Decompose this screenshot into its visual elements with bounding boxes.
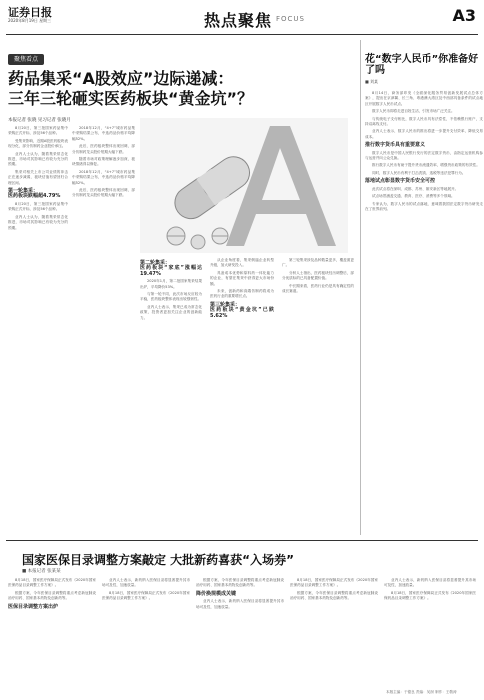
paragraph: 数字人民币即将走进百姓生活，引发市场广泛关注。 — [372, 109, 455, 114]
article-column-1 — [8, 126, 68, 531]
paragraph: 8月18日，国家医疗保障局正式发布《2020年国家医保药品目录调整工作方案》。 — [8, 578, 96, 588]
bottom-subheading-2: 降价换规模成关键 — [196, 590, 237, 597]
right-column-body — [365, 91, 483, 212]
paragraph: 推行数字人民币有助于提升货币流通效率，增强货币政策的有效性。 — [372, 163, 480, 168]
capsule-and-pills-icon — [140, 118, 348, 253]
bottom-column-2 — [102, 578, 190, 686]
paragraph: 8月18日，国家医疗保障局正式发布《2020年国家医保药品目录调整工作方案》。 — [384, 590, 476, 601]
main-byline: 本报记者 张晓 见习记者 张晓月 — [8, 118, 71, 123]
right-column — [360, 40, 483, 535]
section-title-en: FOCUS — [276, 15, 305, 23]
paragraph: 业内人士认为，随着集采常态化推进，市场对其影响已有较为充分的预期。 — [8, 151, 68, 167]
subheading-2 — [140, 261, 202, 277]
paragraph: 集采对相关上市公司业绩的冲击正在逐步减弱，板块估值有望回归合理区间。 — [8, 169, 68, 185]
bottom-byline: ■ 本报记者 张某某 — [22, 569, 61, 574]
subheading-1-detail: 医药板块跌幅超4.79% — [8, 193, 61, 200]
paragraph: 具备成本优势和原料药一体化能力的企业，有望在集采中获得更大市场份额。 — [210, 270, 274, 286]
masthead — [6, 4, 478, 35]
section-title: 热点聚焦 — [204, 11, 273, 30]
subheading-1 — [8, 189, 68, 200]
paragraph: 业内人士表示，数字人民币的推出将进一步提升支付效率，降低交易成本。 — [365, 129, 483, 139]
subheading-3-detail: 医药板块“黄金坑”已跌5.62% — [210, 307, 274, 319]
subheading-3 — [210, 303, 274, 319]
subheading-2-label: 第二轮集采： — [140, 260, 171, 266]
paragraph: 8月14日，商务部印发《全面深化服务贸易创新发展试点总体方案》，提出在京津冀、长三角、粤港澳大湾区及中西部具备条件的试点地区开展数字人民币试点。 — [365, 91, 483, 106]
bottom-column-1 — [8, 578, 96, 686]
right-column-title: 花“数字人民币”你准备好了吗 — [365, 54, 479, 76]
article-column-2 — [72, 126, 135, 531]
subheading-3-label: 第三轮集采： — [210, 301, 241, 308]
page-credits: 本版主编：于德良 责编：吴澍 制作：王敬涛 — [386, 690, 457, 694]
bottom-column-3 — [196, 578, 284, 686]
headline-line-1: 药品集采“A股效应”边际递减： — [8, 69, 234, 88]
paragraph: 数字人民币是中国人民银行发行的法定数字货币，由指定运营机构参与运营并向公众兑换。 — [365, 150, 483, 161]
paragraph: 此后，医药板块整体出现回调，部分仿制药龙头股价短期大幅下跌。 — [72, 144, 135, 154]
paragraph: 试点场景涵盖交通、教育、医疗、消费等多个领域。 — [372, 194, 455, 199]
paragraph: 2018年12月，“4+7”城市药品集中采购结果公布，中选药品价格平均降幅52%。 — [72, 126, 135, 141]
paragraph: 8月18日，国家医疗保障局正式发布《2020年国家医保药品目录调整工作方案》。 — [290, 578, 378, 588]
subheading-2-detail: 医药板块“家底”涨幅达19.47% — [140, 265, 202, 277]
article-column-4 — [210, 258, 274, 531]
paragraph: 受集采影响，近期A股医药板块表现分化，部分仿制药企业股价承压。 — [8, 138, 68, 149]
paragraph: 专家认为，数字人民币的试点落地，意味着我国法定数字货币研发走在了世界前列。 — [365, 201, 483, 211]
article-column-5 — [282, 258, 354, 531]
paragraph: 8月20日，第三批国家药品集中采购正式开标，涉及56个品种。 — [8, 126, 68, 136]
paragraph: 业内人士认为，随着集采常态化推进，市场对其影响已有较为充分的预期。 — [8, 214, 68, 230]
right-subheading-2: 落地试点彰显数字货币安全可控 — [365, 178, 436, 185]
paragraph: 业内人士表示，集采已成为常态化政策，投资者更加关注企业的创新能力。 — [140, 304, 202, 320]
paragraph: 根据方案，今年医保目录调整将重点考虑新冠肺炎治疗用药、国家基本药物及创新药等。 — [196, 578, 284, 588]
paragraph: 第三轮集采涉及品种数量更多，覆盖面更广。 — [282, 258, 354, 268]
paragraph: 8月18日，国家医疗保障局正式发布《2020年国家医保药品目录调整工作方案》。 — [102, 590, 190, 601]
paragraph: 分析人士指出，医药板块经历调整后，部分优质标的已具备配置价值。 — [282, 270, 354, 281]
subheading-1-label: 第一轮集采： — [8, 188, 39, 195]
section-divider — [6, 540, 478, 541]
paragraph: 业内人士表示，新药纳入医保目录将显著提升其市场可及性，加速放量。 — [102, 578, 190, 588]
paragraph: 2018年12月，“4+7”城市药品集中采购结果公布，中选药品价格平均降幅52%。 — [72, 169, 135, 185]
headline-line-2: 三年三轮砸实医药板块“黄金坑”？ — [8, 89, 254, 108]
paragraph: 未来，创新药和高端仿制药将成为医药行业的重要增长点。 — [210, 289, 274, 299]
paragraph: 从企业角度看，集采倒逼企业转型升级，加大研发投入。 — [210, 258, 274, 268]
paragraph: 与传统电子支付相比，数字人民币具有法偿性，不依赖银行账户，支持双离线支付。 — [365, 116, 483, 127]
bottom-subheading-1: 医保目录调整方案出炉 — [8, 603, 59, 610]
paragraph: 业内人士表示，新药纳入医保目录将显著提升其市场可及性，加速放量。 — [384, 578, 476, 588]
column-tag: 聚焦看点 — [8, 54, 44, 65]
dateline: 2020年8月19日 星期三 — [8, 18, 52, 23]
paragraph: 根据方案，今年医保目录调整将重点考虑新冠肺炎治疗用药、国家基本药物及创新药等。 — [8, 590, 96, 601]
paragraph: 此次试点将在深圳、成都、苏州、雄安新区等地展开。 — [372, 186, 459, 191]
right-column-byline: ■ 刘某 — [365, 79, 379, 84]
bottom-column-4 — [290, 578, 378, 686]
paragraph: 根据方案，今年医保目录调整将重点考虑新冠肺炎治疗用药、国家基本药物及创新药等。 — [290, 590, 378, 601]
bottom-headline: 国家医保目录调整方案敲定 大批新药喜获“入场券” — [22, 553, 294, 567]
paragraph: 2020年1月，第二批国家集采结果出炉，平均降价53%。 — [140, 279, 202, 289]
article-column-3 — [140, 258, 202, 531]
paragraph: 同时，数字人民币有利于打击洗钱、逃税等违法犯罪行为。 — [372, 170, 466, 175]
bottom-column-5 — [384, 578, 476, 686]
paragraph: 中长期来看，医药行业仍是具有确定性的成长赛道。 — [282, 283, 354, 294]
hero-illustration — [140, 118, 348, 253]
paragraph: 业内人士表示，新药纳入医保目录将显著提升其市场可及性，加速放量。 — [196, 599, 284, 609]
page-number: A3 — [452, 6, 476, 25]
right-subheading-1: 推行数字货币具有重要意义 — [365, 142, 426, 149]
paragraph: 8月20日，第三批国家药品集中采购正式开标，涉及56个品种。 — [8, 201, 68, 212]
paragraph: 随着市场对政策理解逐步加深，板块情绪得以修复。 — [72, 157, 135, 167]
paragraph: 此后，医药板块整体出现回调，部分仿制药龙头股价短期大幅下跌。 — [72, 188, 135, 198]
newspaper-logo: 证券日报 — [8, 6, 52, 19]
paragraph: 与第一轮不同，此次市场反应较为平稳，医药板块整体表现出较强韧性。 — [140, 292, 202, 302]
